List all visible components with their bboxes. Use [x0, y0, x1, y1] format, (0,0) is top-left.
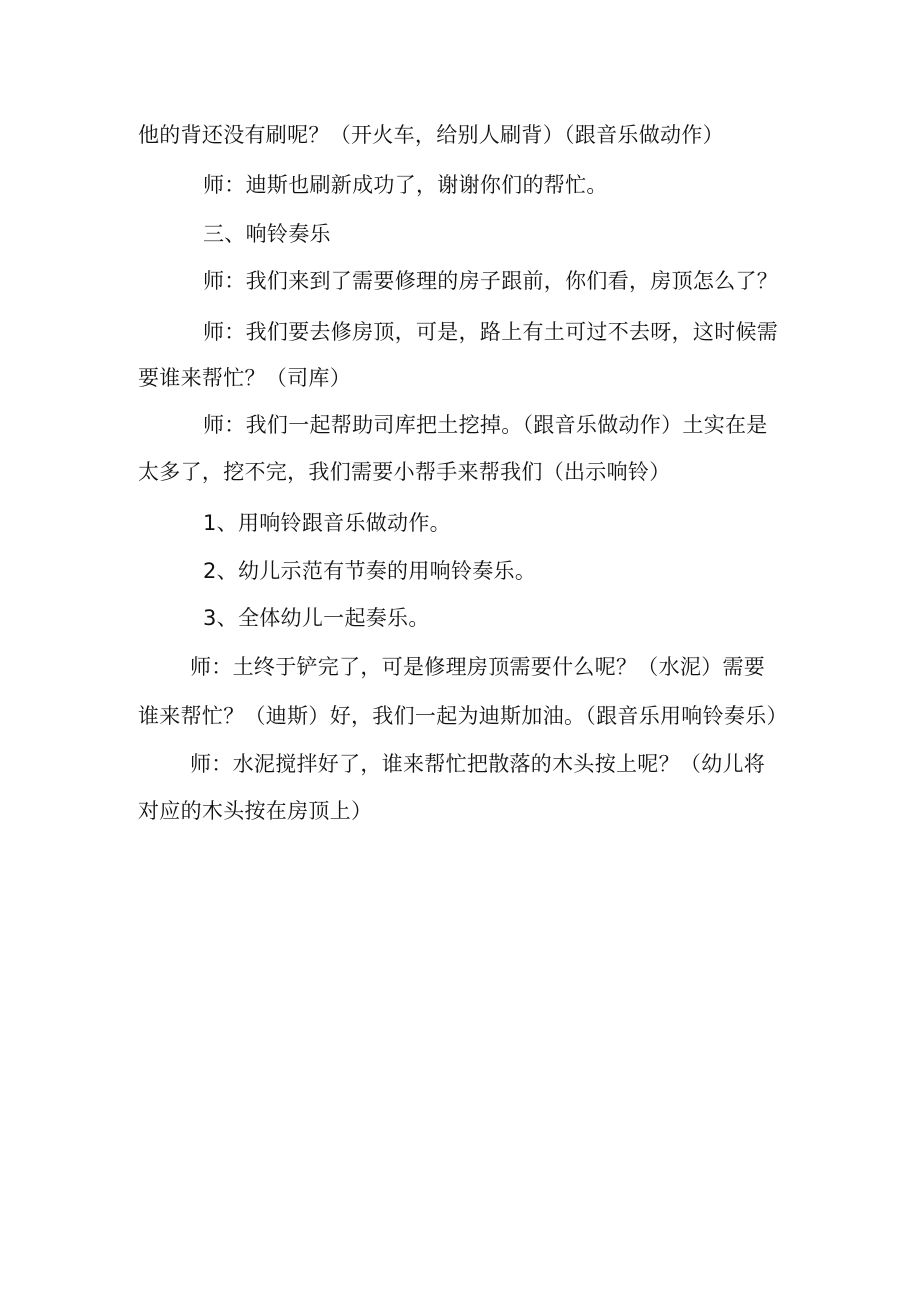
section-heading: 三、响铃奏乐 [203, 222, 331, 246]
text-line: 师：我们一起帮助司库把土挖掉。（跟音乐做动作）土实在是 [203, 413, 768, 437]
list-item: 2、幼儿示范有节奏的用响铃奏乐。 [203, 559, 537, 583]
list-item: 3、全体幼儿一起奏乐。 [203, 606, 430, 630]
text-line: 师：水泥搅拌好了，谁来帮忙把散落的木头按上呢？（幼儿将 [190, 752, 766, 776]
text-line: 对应的木头按在房顶上） [138, 799, 373, 823]
list-item: 1、用响铃跟音乐做动作。 [203, 511, 451, 535]
text-line: 师：我们来到了需要修理的房子跟前，你们看，房顶怎么了？ [203, 269, 779, 293]
text-line: 太多了，挖不完，我们需要小帮手来帮我们（出示响铃） [138, 460, 671, 484]
text-line: 师：我们要去修房顶，可是，路上有土可过不去呀，这时候需 [203, 320, 779, 344]
text-line: 师：土终于铲完了，可是修理房顶需要什么呢？（水泥）需要 [190, 655, 766, 679]
text-line: 谁来帮忙？（迪斯）好，我们一起为迪斯加油。（跟音乐用响铃奏乐） [138, 704, 788, 728]
text-line: 要谁来帮忙？（司库） [138, 366, 351, 390]
text-line: 师：迪斯也刷新成功了，谢谢你们的帮忙。 [203, 173, 608, 197]
text-line: 他的背还没有刷呢？（开火车，给别人刷背）（跟音乐做动作） [138, 123, 724, 147]
